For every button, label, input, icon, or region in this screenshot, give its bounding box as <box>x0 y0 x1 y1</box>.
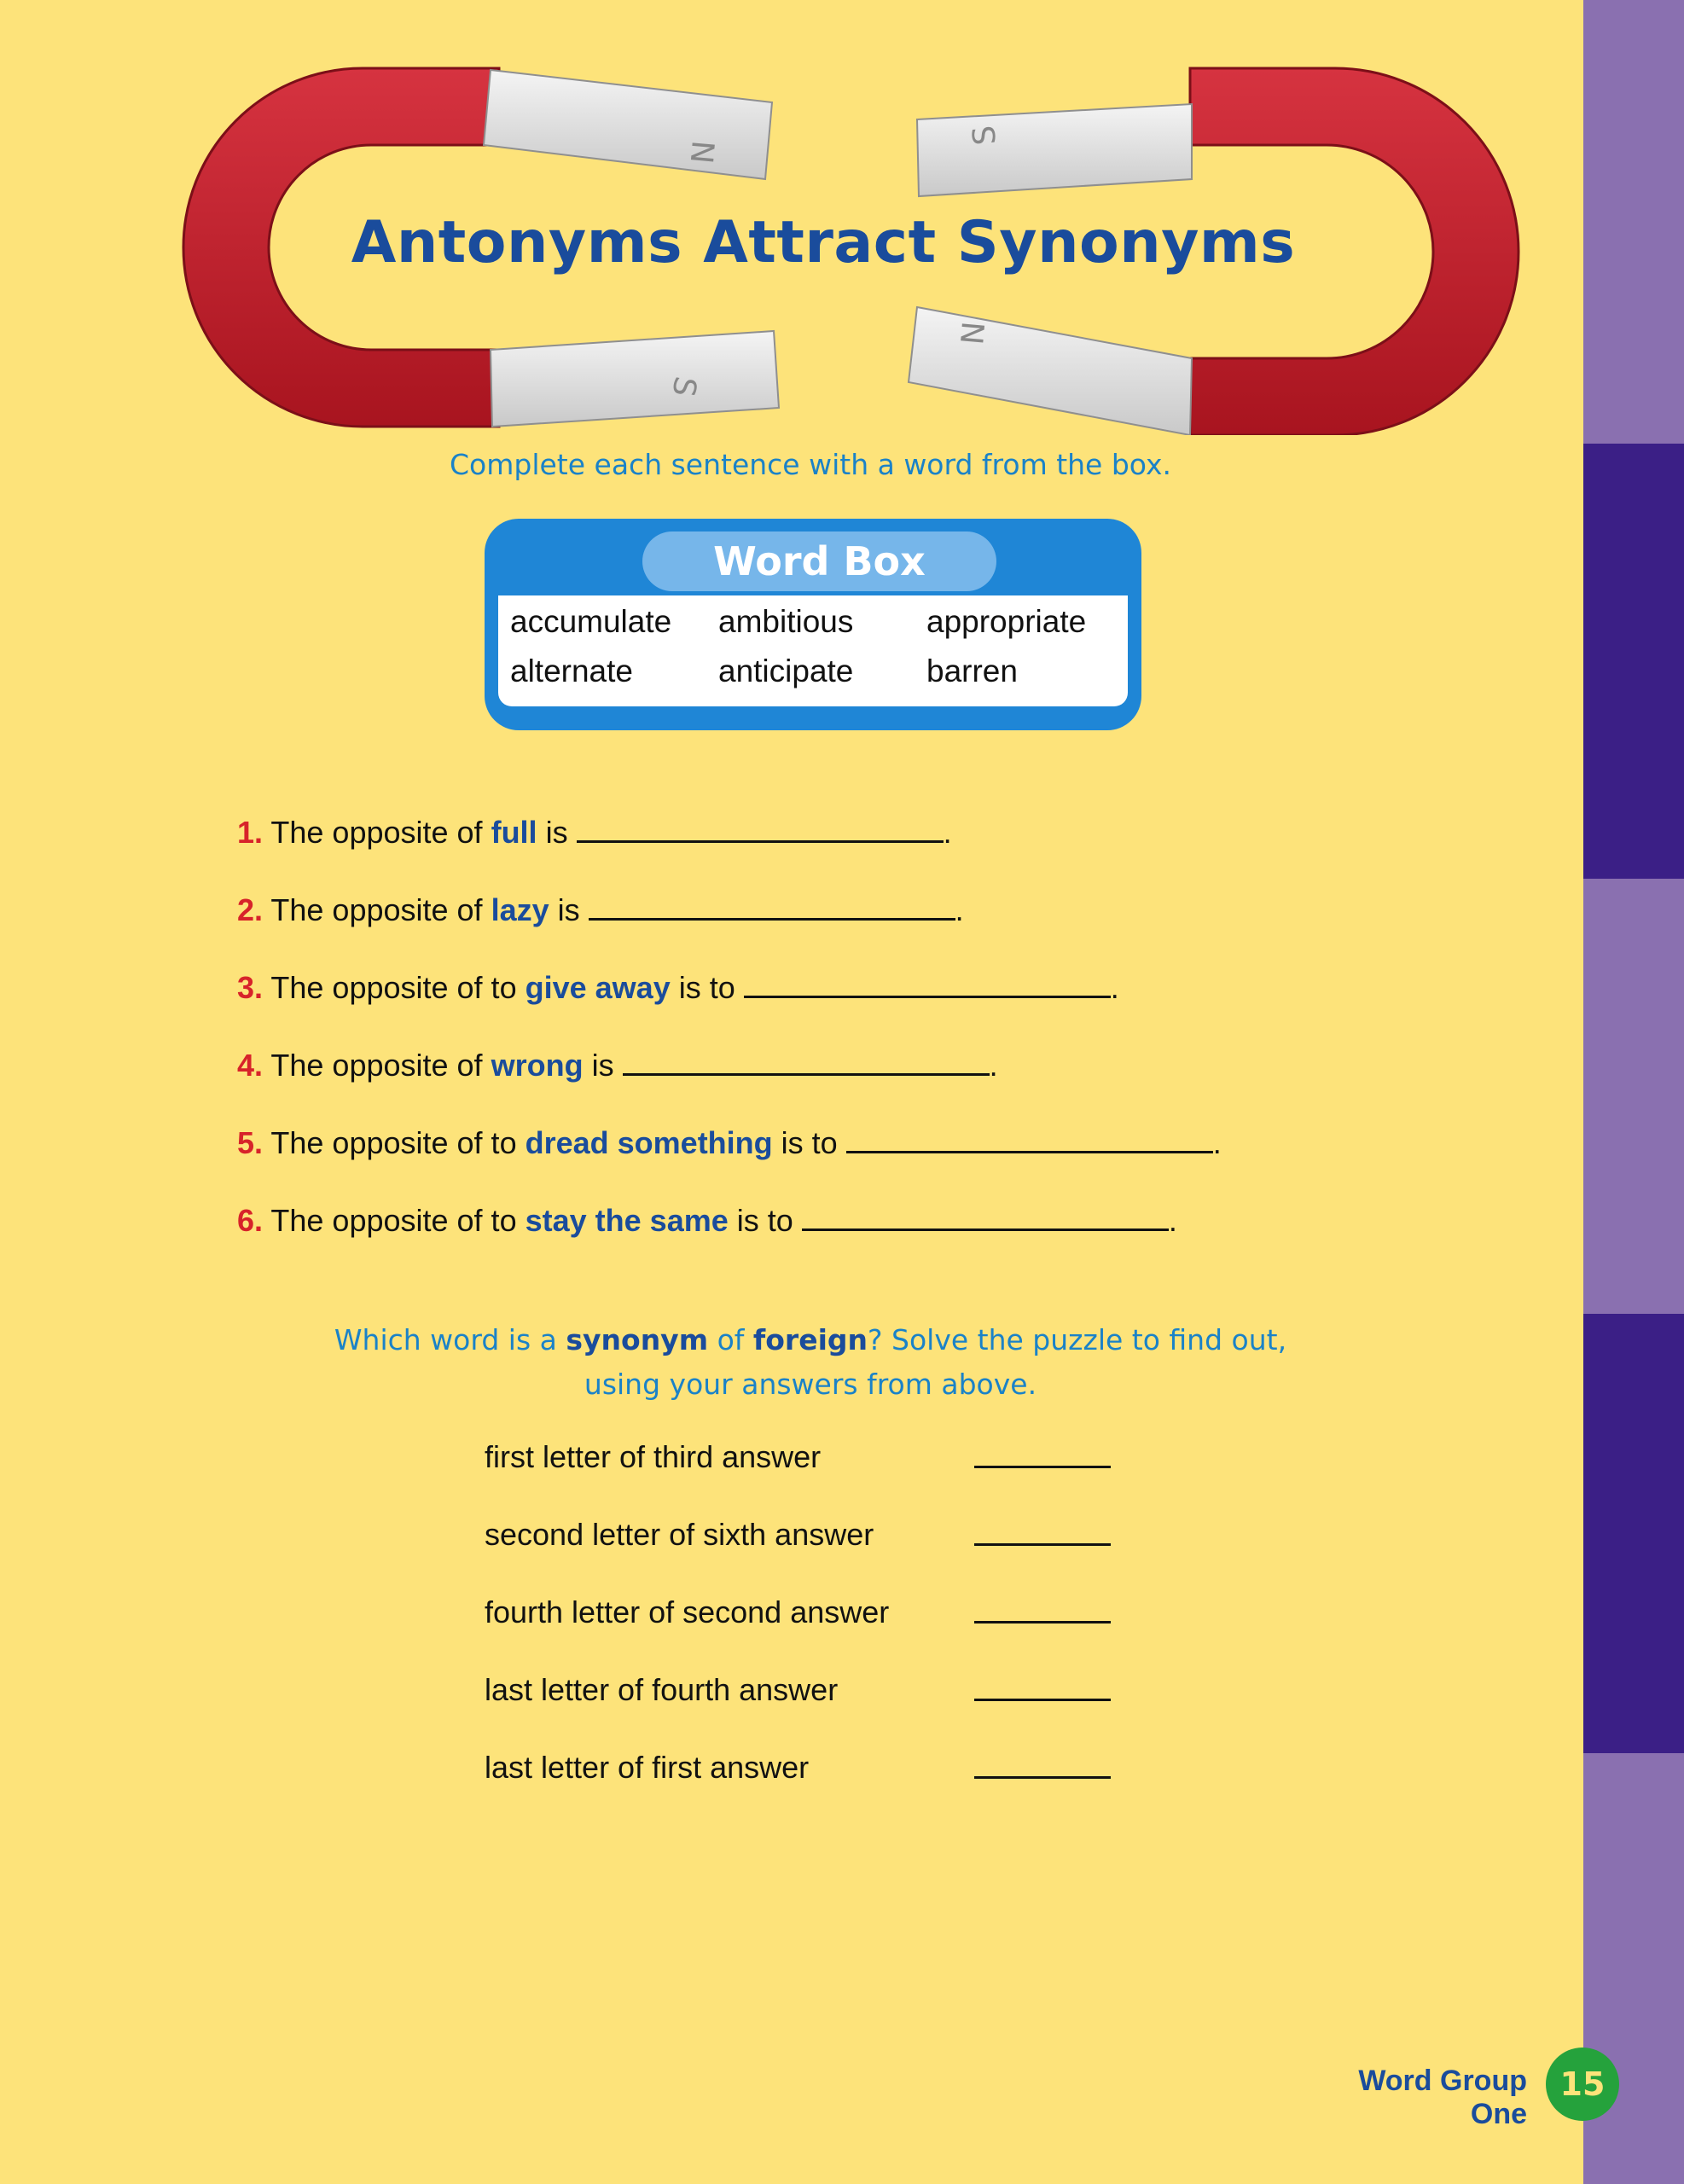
pole-label: N <box>682 139 720 166</box>
puzzle-intro <box>0 1318 1621 1407</box>
letter-blank[interactable] <box>974 1776 1111 1779</box>
word-box-heading: Word Box <box>642 531 996 591</box>
question-text: The opposite of to <box>270 970 517 1005</box>
question-number: 6. <box>237 1203 264 1238</box>
question-end: . <box>1212 1125 1222 1160</box>
strip-segment <box>1583 879 1684 1314</box>
letter-blank[interactable] <box>974 1621 1111 1623</box>
question-text: is to <box>678 970 735 1005</box>
page-title: Antonyms Attract Synonyms <box>351 209 1296 276</box>
answer-blank[interactable] <box>589 892 955 921</box>
question-row <box>237 892 964 928</box>
pole-label: S <box>967 124 1003 147</box>
puzzle-intro-text: ? Solve the puzzle to find out, <box>868 1323 1287 1356</box>
word-box-word: barren <box>926 653 1018 688</box>
question-keyword: lazy <box>491 892 549 927</box>
puzzle-intro-text: of <box>717 1323 745 1356</box>
question-end: . <box>1168 1203 1177 1238</box>
pole-label: S <box>665 374 703 399</box>
puzzle-clue: last letter of first answer <box>485 1750 810 1785</box>
puzzle-intro-line2: using your answers from above. <box>584 1368 1037 1401</box>
word-box-word: ambitious <box>718 604 854 639</box>
answer-blank[interactable] <box>802 1203 1169 1231</box>
question-number: 2. <box>237 892 264 927</box>
question-row <box>237 1048 998 1083</box>
question-text: is to <box>781 1125 838 1160</box>
puzzle-clue: last letter of fourth answer <box>485 1672 839 1707</box>
question-keyword: give away <box>525 970 671 1005</box>
page-number-badge: 15 <box>1546 2048 1619 2121</box>
question-row <box>237 970 1119 1006</box>
question-text: The opposite of to <box>270 1125 517 1160</box>
word-box-word: alternate <box>510 653 633 688</box>
word-box-list <box>498 595 1128 706</box>
letter-blank[interactable] <box>974 1543 1111 1546</box>
answer-blank[interactable] <box>846 1125 1213 1153</box>
puzzle-keyword-synonym: synonym <box>566 1323 709 1356</box>
word-box-word: anticipate <box>718 653 854 688</box>
question-keyword: stay the same <box>525 1203 729 1238</box>
question-end: . <box>989 1048 998 1083</box>
question-text: The opposite of <box>270 1048 483 1083</box>
strip-segment <box>1583 444 1684 879</box>
question-text: is <box>557 892 580 927</box>
question-text: The opposite of <box>270 892 483 927</box>
answer-blank[interactable] <box>623 1048 990 1076</box>
puzzle-clue: fourth letter of second answer <box>485 1594 890 1629</box>
question-number: 4. <box>237 1048 264 1083</box>
question-keyword: dread something <box>525 1125 773 1160</box>
question-text: is <box>545 815 568 850</box>
strip-segment <box>1583 1753 1684 2184</box>
question-end: . <box>943 815 952 850</box>
word-box-word: accumulate <box>510 604 672 639</box>
question-number: 3. <box>237 970 264 1005</box>
pole-label: N <box>955 320 993 346</box>
letter-blank[interactable] <box>974 1699 1111 1701</box>
question-text: The opposite of to <box>270 1203 517 1238</box>
puzzle-keyword-foreign: foreign <box>752 1323 868 1356</box>
puzzle-clue: second letter of sixth answer <box>485 1517 874 1552</box>
question-keyword: full <box>491 815 537 850</box>
answer-blank[interactable] <box>577 815 944 843</box>
puzzle-clue: first letter of third answer <box>485 1439 822 1474</box>
question-row <box>237 1125 1222 1161</box>
question-end: . <box>955 892 964 927</box>
answer-blank[interactable] <box>744 970 1111 998</box>
question-text: is to <box>736 1203 793 1238</box>
question-text: is <box>591 1048 614 1083</box>
side-strip <box>1583 0 1684 2184</box>
puzzle-intro-text: Which word is a <box>334 1323 557 1356</box>
question-keyword: wrong <box>491 1048 584 1083</box>
question-end: . <box>1110 970 1119 1005</box>
question-text: The opposite of <box>270 815 483 850</box>
footer-section-label: Word Group One <box>1358 2065 1527 2130</box>
question-number: 5. <box>237 1125 264 1160</box>
question-row <box>237 1203 1177 1239</box>
letter-blank[interactable] <box>974 1466 1111 1468</box>
instruction-text: Complete each sentence with a word from the box. <box>450 448 1171 481</box>
question-number: 1. <box>237 815 264 850</box>
word-box-word: appropriate <box>926 604 1087 639</box>
question-row <box>237 815 952 851</box>
word-box <box>485 519 1141 730</box>
